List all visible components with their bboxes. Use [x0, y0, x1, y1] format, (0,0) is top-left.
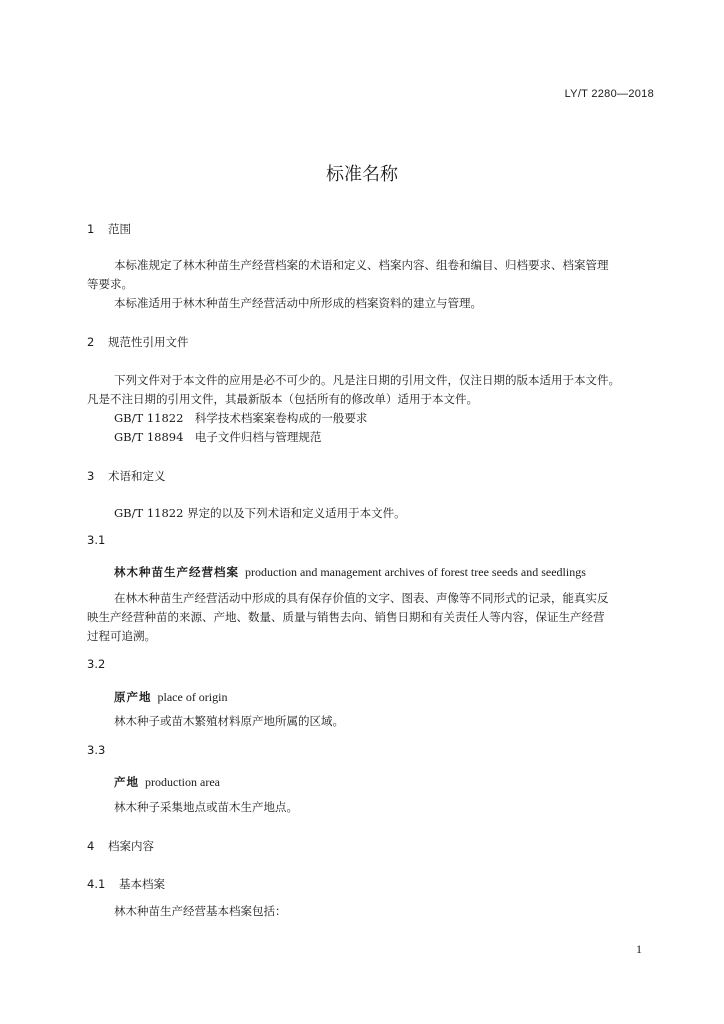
definition-line: 在林木种苗生产经营活动中形成的具有保存价值的文字、图表、声像等不同形式的记录，能真实反	[114, 591, 609, 605]
term-entry	[114, 686, 227, 705]
section-number: 4	[87, 839, 95, 853]
term-english: production area	[145, 775, 220, 789]
subsection-title: 基本档案	[119, 877, 165, 891]
term-entry	[114, 561, 586, 580]
term-number: 3.1	[87, 533, 106, 547]
section-number: 2	[87, 335, 95, 349]
section-title: 术语和定义	[108, 469, 166, 483]
subsection-4-1-heading	[87, 876, 165, 892]
term-number: 3.2	[87, 657, 106, 671]
section-title: 档案内容	[108, 839, 154, 853]
section-title: 规范性引用文件	[108, 335, 189, 349]
paragraph-line: 林木种苗生产经营基本档案包括：	[114, 904, 287, 918]
paragraph-line: 凡是不注日期的引用文件，其最新版本（包括所有的修改单）适用于本文件。	[87, 392, 478, 406]
paragraph-line: 下列文件对于本文件的应用是必不可少的。凡是注日期的引用文件，仅注日期的版本适用于本文件。	[114, 373, 620, 387]
definition-line: 林木种子或苗木繁殖材料原产地所属的区域。	[114, 714, 344, 728]
section-1-heading	[87, 221, 131, 237]
section-number: 3	[87, 469, 95, 483]
section-number: 1	[87, 222, 95, 236]
standard-number: LY/T 2280—2018	[564, 88, 654, 100]
page-number: 1	[636, 942, 642, 956]
paragraph-line: 本标准适用于林木种苗生产经营活动中所形成的档案资料的建立与管理。	[114, 296, 482, 310]
document-title: 标准名称	[326, 164, 398, 185]
section-title: 范围	[108, 222, 131, 236]
paragraph-line: GB/T 11822 界定的以及下列术语和定义适用于本文件。	[114, 506, 406, 520]
paragraph-line: 等要求。	[87, 277, 133, 291]
term-chinese: 林木种苗生产经营档案	[114, 565, 239, 579]
term-number: 3.3	[87, 743, 106, 757]
definition-line: 映生产经营种苗的来源、产地、数量、质量与销售去向、销售日期和有关责任人等内容，保证生产经营	[87, 610, 605, 624]
section-2-heading	[87, 334, 189, 350]
term-english: production and management archives of forest tree seeds and seedlings	[245, 565, 586, 579]
paragraph-line: 本标准规定了林木种苗生产经营档案的术语和定义、档案内容、组卷和编目、归档要求、档案管理	[114, 258, 609, 272]
term-chinese: 原产地	[114, 690, 152, 704]
reference-item: GB/T 11822 科学技术档案案卷构成的一般要求	[114, 411, 368, 425]
term-entry	[114, 771, 220, 790]
term-chinese: 产地	[114, 775, 139, 789]
section-3-heading	[87, 468, 166, 484]
term-english: place of origin	[157, 690, 228, 704]
subsection-number: 4.1	[87, 877, 106, 891]
section-4-heading	[87, 838, 154, 854]
reference-item: GB/T 18894 电子文件归档与管理规范	[114, 430, 322, 444]
definition-line: 林木种子采集地点或苗木生产地点。	[114, 800, 298, 814]
definition-line: 过程可追溯。	[87, 629, 156, 643]
